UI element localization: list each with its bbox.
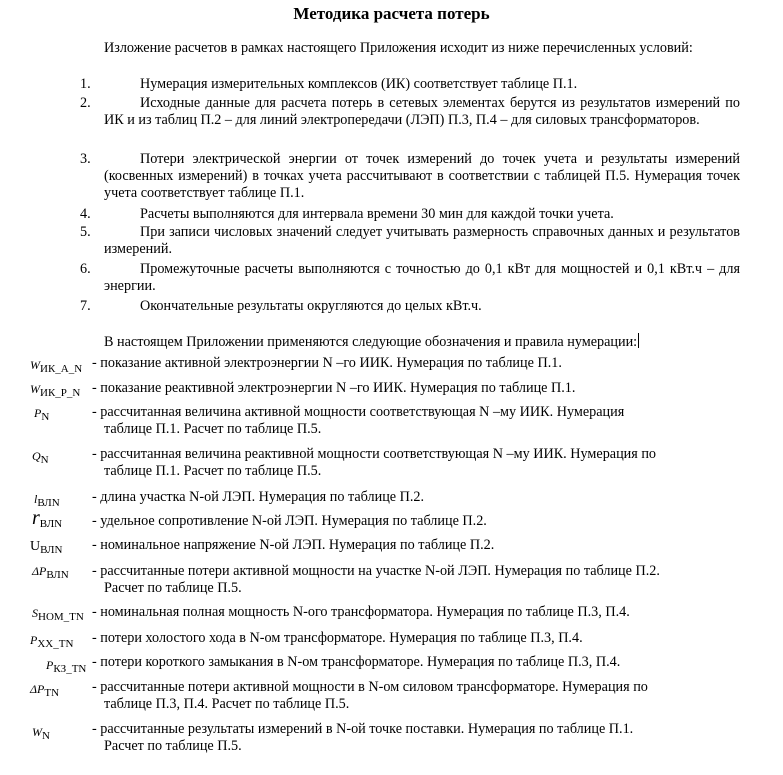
condition-item xyxy=(80,261,740,295)
notation-symbol xyxy=(30,632,73,653)
notation-description xyxy=(92,604,740,621)
symbol-base: P xyxy=(34,406,42,420)
description-continuation: таблице П.1. Расчет по таблице П.5. xyxy=(104,421,322,437)
symbol-base: P xyxy=(46,658,54,672)
notation-description xyxy=(92,654,740,671)
notation-description xyxy=(92,489,740,506)
symbol-subscript: XX_TN xyxy=(37,638,74,650)
condition-item xyxy=(80,206,740,223)
condition-number: 2. xyxy=(80,95,91,111)
symbol-subscript: НОМ_TN xyxy=(38,611,84,623)
symbol-base: U xyxy=(30,539,41,554)
notation-lead xyxy=(104,333,724,351)
condition-text: Промежуточные расчеты выполняются с точностью до 0,1 кВт для мощностей и 0,1 кВт.ч – для энергии. xyxy=(104,261,740,294)
symbol-subscript: ВЛN xyxy=(39,518,63,530)
symbol-subscript: ВЛN xyxy=(46,569,69,581)
description-line: - рассчитанная величина активной мощности соответствующая N –му ИИК. Нумерация xyxy=(92,404,625,420)
notation-symbol xyxy=(32,563,69,584)
description-line: - рассчитанные потери активной мощности на участке N-ой ЛЭП. Нумерация по таблице П.2. xyxy=(92,563,660,579)
condition-text: При записи числовых значений следует учитывать размерность справочных данных и результатов измерений. xyxy=(104,224,740,257)
condition-number: 1. xyxy=(80,76,91,92)
symbol-subscript: ИК_P_N xyxy=(40,387,81,399)
notation-description xyxy=(92,563,740,597)
symbol-subscript: ВЛN xyxy=(37,497,60,509)
symbol-base: ΔP xyxy=(32,564,47,578)
condition-item xyxy=(80,224,740,258)
description-line: - потери короткого замыкания в N-ом трансформаторе. Нумерация по таблице П.3, П.4. xyxy=(92,654,621,670)
description-line: - длина участка N-ой ЛЭП. Нумерация по таблице П.2. xyxy=(92,489,425,505)
condition-number: 6. xyxy=(80,261,91,277)
description-line: - рассчитанные потери активной мощности в N-ом силовом трансформаторе. Нумерация по xyxy=(92,679,648,695)
condition-item xyxy=(80,95,740,129)
symbol-subscript: N xyxy=(42,730,50,742)
notation-description xyxy=(92,537,740,554)
text-cursor xyxy=(638,333,639,348)
symbol-base: r xyxy=(32,507,40,529)
notation-symbol xyxy=(32,507,63,533)
symbol-base: l xyxy=(34,492,38,506)
condition-text: Потери электрической энергии от точек измерений до точек учета и результаты измерений (косвенных измерений) в точках учета рассчитывают в соответствии с таблицей П.5. Нумерация точек учета соответствует таблице П.1. xyxy=(104,151,740,201)
notation-description xyxy=(92,630,740,647)
description-continuation: таблице П.3, П.4. Расчет по таблице П.5. xyxy=(104,696,350,712)
intro-paragraph: Изложение расчетов в рамках настоящего Приложения исходит из ниже перечисленных условий: xyxy=(104,40,693,56)
notation-description xyxy=(92,404,740,438)
condition-text: Нумерация измерительных комплексов (ИК) соответствует таблице П.1. xyxy=(140,76,578,92)
description-line: - рассчитанные результаты измерений в N-ой точке поставки. Нумерация по таблице П.1. xyxy=(92,721,634,737)
symbol-subscript: TN xyxy=(44,687,60,699)
notation-lead-text: В настоящем Приложении применяются следующие обозначения и правила нумерации: xyxy=(104,334,638,350)
document-title: Методика расчета потерь xyxy=(293,4,490,23)
condition-item xyxy=(80,151,740,202)
notation-symbol xyxy=(46,657,86,678)
condition-number: 3. xyxy=(80,151,91,167)
symbol-base: P xyxy=(30,633,38,647)
notation-description xyxy=(92,721,740,755)
condition-item xyxy=(80,76,740,93)
notation-symbol xyxy=(30,538,62,559)
notation-symbol xyxy=(30,681,59,702)
notation-description xyxy=(92,679,740,713)
description-line: - рассчитанная величина реактивной мощности соответствующая N –му ИИК. Нумерация по xyxy=(92,446,657,462)
notation-symbol xyxy=(32,724,50,745)
symbol-subscript: N xyxy=(41,411,50,423)
symbol-subscript: ИК_A_N xyxy=(40,363,83,375)
description-continuation: Расчет по таблице П.5. xyxy=(104,580,242,596)
symbol-base: W xyxy=(30,358,40,372)
symbol-base: S xyxy=(32,606,38,620)
description-line: - номинальное напряжение N-ой ЛЭП. Нумерация по таблице П.2. xyxy=(92,537,495,553)
notation-description xyxy=(92,513,740,530)
notation-symbol xyxy=(32,448,49,469)
description-line: - показание реактивной электроэнергии N –го ИИК. Нумерация по таблице П.1. xyxy=(92,380,576,396)
notation-symbol xyxy=(30,357,82,378)
description-line: - удельное сопротивление N-ой ЛЭП. Нумерация по таблице П.2. xyxy=(92,513,487,529)
notation-description xyxy=(92,380,740,397)
condition-number: 5. xyxy=(80,224,91,240)
symbol-base: Q xyxy=(32,449,41,463)
description-line: - показание активной электроэнергии N –го ИИК. Нумерация по таблице П.1. xyxy=(92,355,562,371)
condition-text: Окончательные результаты округляются до целых кВт.ч. xyxy=(140,298,482,314)
notation-description xyxy=(92,446,740,480)
symbol-subscript: КЗ_TN xyxy=(53,663,87,675)
description-line: - номинальная полная мощность N-ого трансформатора. Нумерация по таблице П.3, П.4. xyxy=(92,604,630,620)
symbol-base: W xyxy=(30,382,40,396)
condition-number: 4. xyxy=(80,206,91,222)
symbol-base: W xyxy=(32,725,42,739)
symbol-base: ΔP xyxy=(30,682,45,696)
description-continuation: Расчет по таблице П.5. xyxy=(104,738,242,754)
condition-text: Расчеты выполняются для интервала времени 30 мин для каждой точки учета. xyxy=(140,206,614,222)
symbol-subscript: N xyxy=(40,454,49,466)
condition-number: 7. xyxy=(80,298,91,314)
notation-symbol xyxy=(34,405,49,426)
notation-symbol xyxy=(30,381,80,402)
description-continuation: таблице П.1. Расчет по таблице П.5. xyxy=(104,463,322,479)
description-line: - потери холостого хода в N-ом трансформаторе. Нумерация по таблице П.3, П.4. xyxy=(92,630,583,646)
condition-text: Исходные данные для расчета потерь в сетевых элементах берутся из результатов измерений по ИК и из таблиц П.2 – для линий электропередачи (ЛЭП) П.3, П.4 – для силовых трансформаторов. xyxy=(104,95,740,128)
notation-description xyxy=(92,355,740,372)
condition-item xyxy=(80,298,740,315)
symbol-subscript: ВЛN xyxy=(40,544,63,556)
notation-symbol xyxy=(32,605,84,626)
